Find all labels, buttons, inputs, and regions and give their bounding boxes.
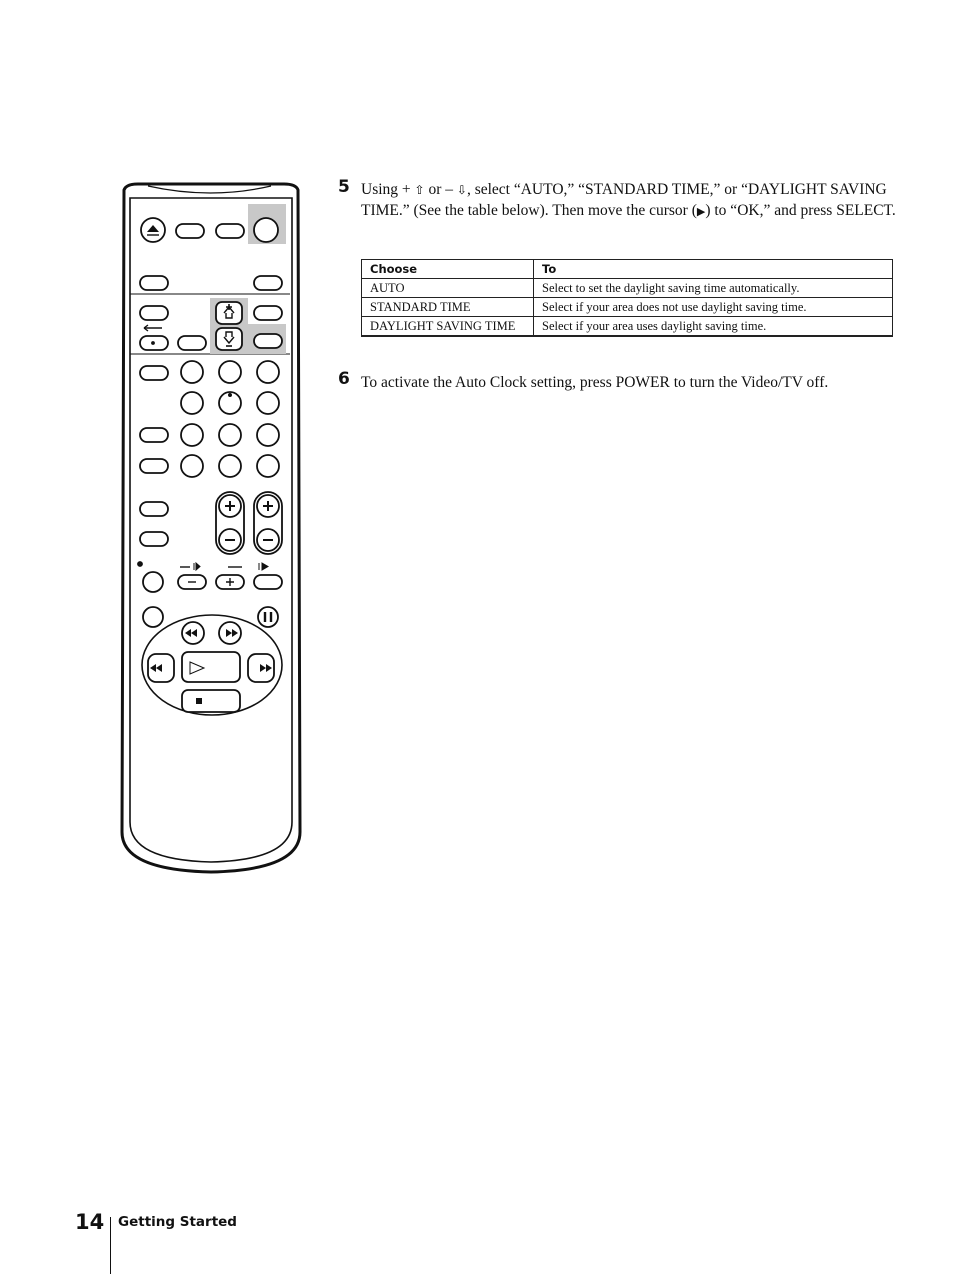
table-row (362, 279, 893, 298)
up-arrow-icon: ⇧ (414, 183, 425, 197)
down-arrow-icon: ⇩ (456, 183, 467, 197)
remote-control-illustration (118, 182, 304, 874)
page-number: 14 (75, 1210, 105, 1234)
stop-button (182, 690, 240, 712)
column-header: To (534, 260, 893, 279)
select-button (254, 334, 282, 348)
record-button (143, 572, 163, 592)
footer-divider (110, 1217, 111, 1274)
remote-button (140, 532, 168, 546)
power-button (254, 218, 278, 242)
table-row (362, 298, 893, 317)
step-6-instructions: To activate the Auto Clock setting, press POWER to turn the Video/TV off. (361, 374, 829, 391)
step-text-segment: , select “AUTO,” “STANDARD TIME,” or “DAYLIGHT SAVING TIME.” (See the table below). Then move the cursor ( (361, 181, 887, 219)
number-button (181, 455, 203, 477)
remote-button (140, 276, 168, 290)
number-button (257, 424, 279, 446)
number-button (257, 392, 279, 414)
remote-button (140, 306, 168, 320)
table-header-row (362, 260, 893, 279)
step-text-segment: Using + (361, 181, 415, 198)
table-cell: Select if your area does not use daylight saving time. (534, 298, 893, 317)
table-cell: Select to set the daylight saving time automatically. (534, 279, 893, 298)
remote-button (140, 428, 168, 442)
remote-button (254, 306, 282, 320)
step-text-segment: ) to “OK,” and press SELECT. (705, 201, 896, 219)
column-header: Choose (362, 260, 534, 279)
step-5-instructions (361, 180, 899, 221)
step-text-segment: or – (424, 181, 457, 198)
remote-button (176, 224, 204, 238)
table-cell: DAYLIGHT SAVING TIME (362, 317, 534, 337)
number-button (257, 455, 279, 477)
step-number: 6 (338, 369, 350, 389)
cursor-right-icon: ▶ (696, 204, 706, 218)
remote-button (140, 366, 168, 380)
remote-button (254, 276, 282, 290)
stop-icon (196, 698, 202, 704)
pause-button (258, 607, 278, 627)
remote-button (140, 459, 168, 473)
table-cell: AUTO (362, 279, 534, 298)
remote-button (178, 336, 206, 350)
remote-button (216, 224, 244, 238)
daylight-saving-options-table (361, 259, 893, 337)
remote-button (140, 502, 168, 516)
number-button (181, 361, 203, 383)
section-label: Getting Started (118, 1214, 237, 1230)
number-button (219, 361, 241, 383)
table-row (362, 317, 893, 337)
play-button (182, 652, 240, 682)
number-button (181, 392, 203, 414)
number-button (219, 455, 241, 477)
number-button (219, 424, 241, 446)
remote-button (143, 607, 163, 627)
step-number: 5 (338, 177, 350, 197)
number-button (257, 361, 279, 383)
number-button (181, 424, 203, 446)
table-cell: STANDARD TIME (362, 298, 534, 317)
remote-button (254, 575, 282, 589)
table-cell: Select if your area uses daylight saving time. (534, 317, 893, 337)
